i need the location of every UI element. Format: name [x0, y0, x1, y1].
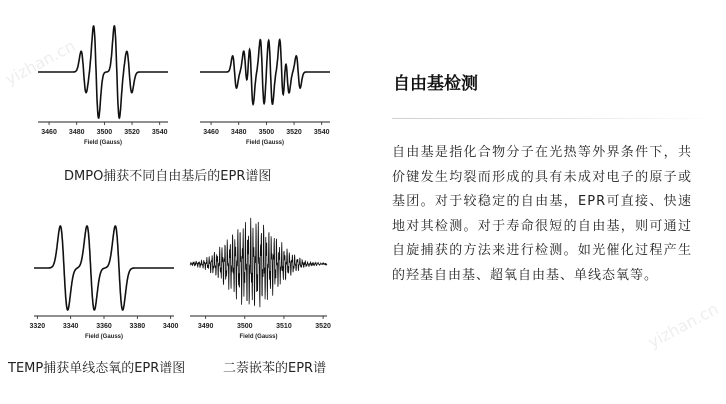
- spectrum-line: [38, 26, 168, 118]
- caption-dmpo: DMPO捕获不同自由基后的EPR谱图: [64, 169, 272, 184]
- x-tick-label: 3480: [230, 129, 247, 136]
- spectrum-line: [200, 40, 330, 105]
- x-tick-label: 3460: [203, 129, 219, 136]
- x-tick-label: 3510: [276, 323, 292, 330]
- x-tick-label: 3500: [96, 129, 113, 136]
- section-body: 自由基是指化合物分子在光热等外界条件下，共价键发生均裂而形成的具有未成对电子的原子或基团。对于较稳定的自由基，EPR可直接、快速地对其检测。对于寿命很短的自由基，则可通过自旋捕获的方法来进行检测。如光催化过程产生的羟基自由基、超氧自由基、单线态氧等。: [392, 145, 692, 283]
- watermark: yizhan.cn: [2, 36, 79, 89]
- spectrum-line: [190, 218, 327, 307]
- x-tick-label: 3400: [162, 323, 179, 330]
- caption-perylene: 二萘嵌苯的EPR谱: [223, 361, 327, 376]
- spectrum-line: [34, 226, 174, 310]
- x-tick-label: 3520: [124, 129, 140, 136]
- epr-chart-temp: [24, 214, 179, 344]
- section-title: 自由基检测: [393, 74, 478, 94]
- x-tick-label: 3500: [258, 129, 275, 136]
- x-tick-label: 3540: [151, 129, 168, 136]
- watermark: yizhan.cn: [645, 299, 722, 352]
- epr-chart-dmpo-2: [190, 8, 340, 156]
- caption-temp: TEMP捕获单线态氧的EPR谱图: [8, 361, 186, 376]
- x-tick-label: 3480: [68, 129, 85, 136]
- x-tick-label: 3320: [29, 323, 46, 330]
- x-axis-title: Field (Gauss): [239, 334, 278, 340]
- epr-chart-dmpo-1: [28, 8, 178, 156]
- x-axis-title: Field (Gauss): [83, 140, 123, 146]
- x-tick-label: 3520: [315, 323, 331, 330]
- x-tick-label: 3540: [313, 129, 330, 136]
- x-tick-label: 3460: [41, 129, 57, 136]
- divider: [392, 118, 718, 119]
- x-tick-label: 3520: [286, 129, 302, 136]
- x-tick-label: 3360: [96, 323, 112, 330]
- x-axis-title: Field (Gauss): [245, 140, 285, 146]
- x-tick-label: 3490: [197, 323, 214, 330]
- x-tick-label: 3340: [62, 323, 79, 330]
- epr-chart-perylene: [185, 214, 335, 344]
- x-tick-label: 3380: [129, 323, 146, 330]
- x-tick-label: 3500: [237, 323, 253, 330]
- x-axis-title: Field (Gauss): [84, 334, 124, 340]
